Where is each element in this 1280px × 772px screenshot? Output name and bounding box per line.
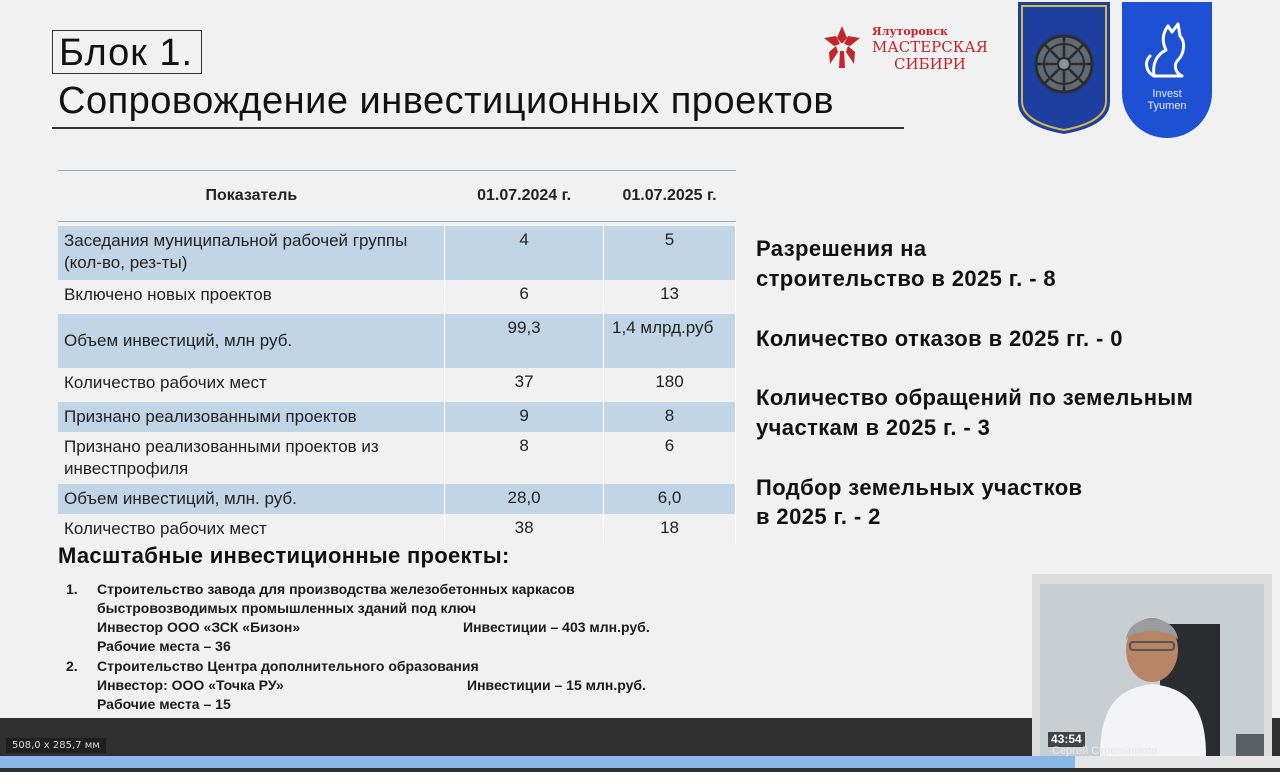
- block-label: Блок 1.: [52, 30, 202, 74]
- project-1-jobs: Рабочие места – 36: [97, 638, 231, 654]
- project-1-investment: Инвестиции – 403 млн.руб.: [463, 619, 650, 635]
- table-header-row: [58, 171, 736, 222]
- value-2025: 6: [604, 432, 736, 484]
- playback-progress-fill: [0, 756, 1075, 768]
- project-1-number: 1.: [66, 581, 78, 597]
- speaker-video: [1040, 584, 1264, 756]
- value-2024: 9: [445, 402, 604, 432]
- speaker-name: Сергей Стрельников: [1052, 745, 1158, 757]
- brand-line-1: МАСТЕРСКАЯ: [872, 38, 988, 56]
- value-2024: 4: [445, 226, 604, 280]
- playback-progress-bar[interactable]: [0, 756, 1280, 768]
- project-2-title: Строительство Центра дополнительного образования: [97, 658, 479, 674]
- masterskaya-sibiri-logo: [822, 22, 992, 74]
- brand-city: Ялуторовск: [872, 25, 948, 38]
- tyumen-word: Tyumen: [1147, 100, 1187, 112]
- value-2024: 99,3: [445, 314, 604, 368]
- value-2025: 180: [604, 368, 736, 402]
- elapsed-time: 43:54: [1048, 732, 1085, 747]
- invest-word: Invest: [1152, 88, 1182, 100]
- fox-icon: [1122, 2, 1212, 86]
- flower-icon: [822, 24, 862, 70]
- stat-permits-line2: строительство в 2025 г. - 8: [756, 266, 1057, 291]
- value-2025: 13: [604, 280, 736, 314]
- value-2024: 38: [445, 514, 604, 544]
- coat-of-arms-icon: [1018, 2, 1110, 134]
- row-label: Количество рабочих мест: [58, 514, 445, 544]
- row-label: Включено новых проектов: [58, 280, 445, 314]
- table-row: [58, 432, 736, 484]
- row-label: Объем инвестиций, млн. руб.: [58, 484, 445, 514]
- row-label: Количество рабочих мест: [58, 368, 445, 402]
- row-label: Признано реализованными проектов из инвестпрофиля: [58, 432, 445, 484]
- column-header-indicator: Показатель: [58, 171, 445, 222]
- row-label: Объем инвестиций, млн руб.: [58, 314, 445, 368]
- table-row: [58, 280, 736, 314]
- table-row: [58, 514, 736, 544]
- invest-tyumen-label: [1122, 88, 1212, 112]
- table-row: [58, 402, 736, 432]
- value-2024: 8: [445, 432, 604, 484]
- stat-land-selection-line2: в 2025 г. - 2: [756, 504, 881, 529]
- table-row: [58, 484, 736, 514]
- speaker-video-tile[interactable]: [1032, 574, 1272, 756]
- brand-line-2: СИБИРИ: [894, 55, 966, 73]
- projects-heading: Масштабные инвестиционные проекты:: [58, 543, 510, 568]
- slide-title: Сопровождение инвестиционных проектов: [58, 80, 835, 122]
- column-header-2025: 01.07.2025 г.: [604, 171, 736, 222]
- stat-land-requests-line2: участкам в 2025 г. - 3: [756, 415, 991, 440]
- stat-land-requests-line1: Количество обращений по земельным: [756, 385, 1194, 410]
- project-1-title-line2: быстровозводимых промышленных зданий под ключ: [97, 600, 477, 616]
- column-header-2024: 01.07.2024 г.: [445, 171, 604, 222]
- project-2-number: 2.: [66, 658, 78, 674]
- stat-permits-line1: Разрешения на: [756, 236, 927, 261]
- project-1-title-line1: Строительство завода для производства железобетонных каркасов: [97, 581, 575, 597]
- invest-tyumen-logo: [1122, 2, 1212, 138]
- value-2024: 37: [445, 368, 604, 402]
- slide-dimensions-label: 508,0 x 285,7 мм: [6, 738, 106, 753]
- value-2025: 18: [604, 514, 736, 544]
- table-row: [58, 314, 736, 368]
- value-2025: 1,4 млрд.руб: [604, 314, 736, 368]
- project-2-investment: Инвестиции – 15 млн.руб.: [467, 677, 646, 693]
- value-2025: 8: [604, 402, 736, 432]
- stat-refusals: Количество отказов в 2025 гг. - 0: [756, 326, 1123, 351]
- table-row: [58, 226, 736, 280]
- speaker-figure-icon: [1040, 584, 1264, 756]
- indicators-table: [58, 170, 736, 544]
- title-underline: [52, 127, 904, 129]
- value-2025: 6,0: [604, 484, 736, 514]
- table-row: [58, 368, 736, 402]
- project-2-jobs: Рабочие места – 15: [97, 696, 231, 712]
- value-2024: 6: [445, 280, 604, 314]
- project-1-investor: Инвестор ООО «ЗСК «Бизон»: [97, 619, 301, 635]
- value-2024: 28,0: [445, 484, 604, 514]
- row-label: Заседания муниципальной рабочей группы (кол-во, рез-ты): [58, 226, 445, 280]
- stat-land-selection-line1: Подбор земельных участков: [756, 475, 1083, 500]
- row-label: Признано реализованными проектов: [58, 402, 445, 432]
- value-2025: 5: [604, 226, 736, 280]
- project-2-investor: Инвестор: ООО «Точка РУ»: [97, 677, 284, 693]
